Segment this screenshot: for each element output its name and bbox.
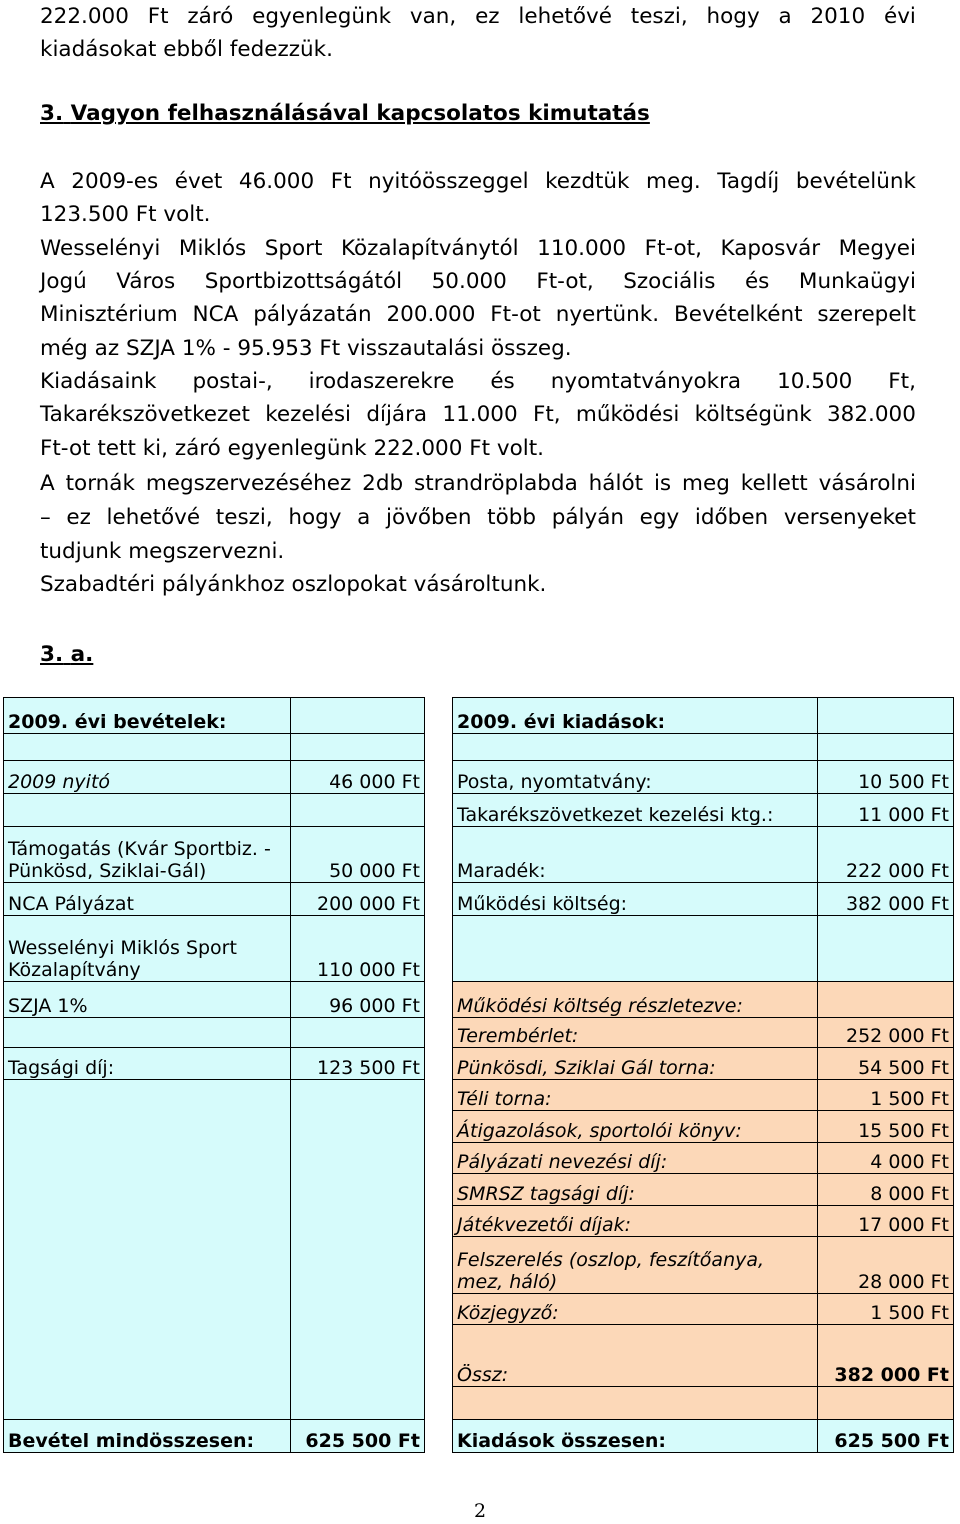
word: és <box>744 269 770 294</box>
expense-detail-amount: 4 000 Ft <box>818 1143 954 1174</box>
expenses-total-label: Kiadások összesen: <box>453 1420 818 1453</box>
word: vásárolni <box>818 471 916 496</box>
table-row <box>453 1325 954 1387</box>
word: hogy <box>288 505 342 530</box>
word: a <box>778 4 792 29</box>
expense-amount: 222 000 Ft <box>818 827 954 883</box>
expense-detail-amount: 17 000 Ft <box>818 1206 954 1237</box>
word: strandröplabda <box>414 471 578 496</box>
word: – <box>40 505 51 530</box>
table-row <box>453 761 954 794</box>
expense-detail-amount: 1 500 Ft <box>818 1294 954 1325</box>
expense-detail-amount: 15 500 Ft <box>818 1111 954 1143</box>
word: Sport <box>264 236 323 261</box>
subsection-heading <box>40 638 93 671</box>
word: Sportbizottságától <box>204 269 403 294</box>
word: 2db <box>362 471 404 496</box>
expense-detail-label: Téli torna: <box>453 1080 818 1111</box>
word: évi <box>883 4 916 29</box>
word: Ft-ot, <box>644 236 702 261</box>
table-row <box>4 761 425 794</box>
word: teszi, <box>215 505 273 530</box>
word: A <box>40 471 55 496</box>
word: Jogú <box>40 269 87 294</box>
income-amount: 200 000 Ft <box>291 883 425 916</box>
expense-detail-amount: 54 500 Ft <box>818 1048 954 1080</box>
expense-detail-label: Átigazolások, sportolói könyv: <box>453 1111 818 1143</box>
word: megszervezéséhez <box>145 471 352 496</box>
word: több <box>487 505 537 530</box>
word: záró <box>187 4 234 29</box>
word: postai-, <box>192 369 273 394</box>
body-line <box>40 467 916 500</box>
expense-detail-label: SMRSZ tagsági díj: <box>453 1174 818 1206</box>
body-line <box>40 265 916 298</box>
word: 382.000 <box>826 402 916 427</box>
income-label: Wesselényi Miklós Sport Közalapítvány <box>4 916 291 982</box>
word: Wesselényi <box>40 236 161 261</box>
word: ez <box>66 505 91 530</box>
expense-detail-amount: 1 500 Ft <box>818 1080 954 1111</box>
expense-detail-amount: 252 000 Ft <box>818 1018 954 1048</box>
income-label: 2009 nyitó <box>4 761 291 794</box>
word: Szociális <box>623 269 716 294</box>
table-row <box>453 1018 954 1048</box>
word: kellett <box>740 471 808 496</box>
word: Ft <box>147 4 169 29</box>
income-header: 2009. évi bevételek: <box>4 698 291 734</box>
word: Munkaügyi <box>798 269 916 294</box>
body-line: tudjunk megszervezni. <box>40 539 285 564</box>
word: egy <box>639 505 680 530</box>
table-row <box>4 982 425 1018</box>
word: meg. <box>646 169 701 194</box>
income-total-label: Bevétel mindösszesen: <box>4 1420 291 1453</box>
word: Ft, <box>532 402 561 427</box>
table-row <box>453 1080 954 1111</box>
intro-line-2: kiadásokat ebből fedezzük. <box>40 37 333 62</box>
income-label: Tagsági díj: <box>4 1048 291 1080</box>
body-line: még az SZJA 1% - 95.953 Ft visszautalási összeg. <box>40 336 572 361</box>
table-row <box>453 1143 954 1174</box>
word: Kaposvár <box>720 236 821 261</box>
expense-amount: 382 000 Ft <box>818 883 954 916</box>
table-row <box>4 734 425 761</box>
word: 2009-es <box>71 169 159 194</box>
body-line <box>40 501 916 534</box>
table-row <box>453 1206 954 1237</box>
word: Ft <box>330 169 352 194</box>
word: Megyei <box>838 236 916 261</box>
table-row <box>453 698 954 734</box>
table-row <box>4 916 425 982</box>
word: Kiadásaink <box>40 369 157 394</box>
word: díjára <box>366 402 428 427</box>
word: is <box>653 471 672 496</box>
expense-detail-amount: 8 000 Ft <box>818 1174 954 1206</box>
word: költségünk <box>694 402 812 427</box>
body-line: Ft-ot tett ki, záró egyenlegünk 222.000 Ft volt. <box>40 436 544 461</box>
word: pályán <box>551 505 625 530</box>
section-heading <box>40 97 650 130</box>
word: működési <box>575 402 680 427</box>
expense-label: Takarékszövetkezet kezelési ktg.: <box>453 794 818 827</box>
word: nyomtatványokra <box>550 369 742 394</box>
word: teszi, <box>630 4 688 29</box>
word: 50.000 <box>431 269 507 294</box>
expense-amount: 11 000 Ft <box>818 794 954 827</box>
expense-sum-amount: 382 000 Ft <box>818 1325 954 1387</box>
section-heading-number: 3. <box>40 101 64 126</box>
word: 11.000 <box>442 402 518 427</box>
body-line: Szabadtéri pályánkhoz oszlopokat vásároltunk. <box>40 572 547 597</box>
table-row <box>453 1111 954 1143</box>
table-row <box>453 1420 954 1453</box>
table-row <box>453 1294 954 1325</box>
expense-detail-label: Terembérlet: <box>453 1018 818 1048</box>
word: szerepelt <box>817 302 916 327</box>
table-row <box>4 1420 425 1453</box>
expense-detail-label: Közjegyző: <box>453 1294 818 1325</box>
word: és <box>490 369 515 394</box>
table-row <box>453 1237 954 1294</box>
expense-detail-header: Működési költség részletezve: <box>453 982 818 1018</box>
income-amount: 123 500 Ft <box>291 1048 425 1080</box>
income-label: Támogatás (Kvár Sportbiz. - Pünkösd, Sziklai-Gál) <box>4 827 291 883</box>
table-row <box>453 1048 954 1080</box>
word: Város <box>116 269 176 294</box>
word: Takarékszövetkezet <box>40 402 250 427</box>
word: 222.000 <box>40 4 129 29</box>
word: időben <box>694 505 769 530</box>
table-row <box>453 1387 954 1420</box>
income-label: NCA Pályázat <box>4 883 291 916</box>
word: a <box>357 505 371 530</box>
word: Bevételként <box>673 302 803 327</box>
word: Ft-ot, <box>536 269 594 294</box>
table-row <box>4 1018 425 1048</box>
table-row <box>4 1080 425 1420</box>
table-row <box>453 883 954 916</box>
expenses-total-amount: 625 500 Ft <box>818 1420 954 1453</box>
word: hálót <box>588 471 644 496</box>
expense-detail-amount: 28 000 Ft <box>818 1237 954 1294</box>
expense-label: Maradék: <box>453 827 818 883</box>
expense-detail-label: Pünkösdi, Sziklai Gál torna: <box>453 1048 818 1080</box>
word: 2010 <box>810 4 866 29</box>
word: nyertünk. <box>555 302 660 327</box>
expense-detail-label: Játékvezetői díjak: <box>453 1206 818 1237</box>
word: Miklós <box>178 236 247 261</box>
expense-amount: 10 500 Ft <box>818 761 954 794</box>
word: NCA <box>192 302 239 327</box>
table-row <box>4 883 425 916</box>
income-table <box>3 697 425 1453</box>
subsection-heading-title: a. <box>70 642 94 667</box>
expenses-table <box>452 697 954 1453</box>
word: hogy <box>706 4 760 29</box>
subsection-heading-number: 3. <box>40 642 64 667</box>
word: A <box>40 169 55 194</box>
word: jövőben <box>386 505 472 530</box>
expense-label: Posta, nyomtatvány: <box>453 761 818 794</box>
word: kezdtük <box>545 169 630 194</box>
word: meg <box>682 471 730 496</box>
body-line <box>40 398 916 431</box>
word: Közalapítványtól <box>340 236 519 261</box>
word: Tagdíj <box>717 169 780 194</box>
word: Ft, <box>888 369 916 394</box>
word: egyenlegünk <box>252 4 392 29</box>
body-line: 123.500 Ft volt. <box>40 202 211 227</box>
table-row <box>4 698 425 734</box>
word: Ft-ot <box>490 302 541 327</box>
body-line <box>40 165 916 198</box>
word: 10.500 <box>777 369 853 394</box>
body-line <box>40 365 916 398</box>
word: van, <box>409 4 457 29</box>
word: 110.000 <box>537 236 627 261</box>
word: lehetővé <box>518 4 612 29</box>
income-total-amount: 625 500 Ft <box>291 1420 425 1453</box>
word: Minisztérium <box>40 302 178 327</box>
expenses-header: 2009. évi kiadások: <box>453 698 818 734</box>
table-row <box>453 916 954 982</box>
table-row <box>453 827 954 883</box>
table-row <box>4 1048 425 1080</box>
income-label: SZJA 1% <box>4 982 291 1018</box>
table-row <box>453 794 954 827</box>
word: pályázatán <box>253 302 372 327</box>
word: versenyeket <box>783 505 916 530</box>
word: ez <box>475 4 500 29</box>
income-amount: 110 000 Ft <box>291 916 425 982</box>
income-amount: 96 000 Ft <box>291 982 425 1018</box>
body-line <box>40 298 916 331</box>
expense-label: Működési költség: <box>453 883 818 916</box>
table-row <box>453 734 954 761</box>
table-row <box>4 827 425 883</box>
page-number: 2 <box>473 1500 487 1522</box>
word: irodaszerekre <box>308 369 455 394</box>
word: 46.000 <box>238 169 315 194</box>
expense-detail-label: Felszerelés (oszlop, feszítőanya, mez, háló) <box>453 1237 818 1294</box>
section-heading-title: Vagyon felhasználásával kapcsolatos kimutatás <box>70 101 650 126</box>
expense-detail-label: Pályázati nevezési díj: <box>453 1143 818 1174</box>
income-amount: 50 000 Ft <box>291 827 425 883</box>
table-row <box>4 794 425 827</box>
word: bevételünk <box>795 169 916 194</box>
word: tornák <box>65 471 135 496</box>
expense-sum-label: Össz: <box>453 1325 818 1387</box>
word: lehetővé <box>106 505 201 530</box>
table-row <box>453 1174 954 1206</box>
word: évet <box>174 169 223 194</box>
body-line <box>40 232 916 265</box>
table-row <box>453 982 954 1018</box>
income-amount: 46 000 Ft <box>291 761 425 794</box>
intro-line-1 <box>40 0 916 33</box>
word: nyitóösszeggel <box>368 169 529 194</box>
word: kezelési <box>265 402 352 427</box>
word: 200.000 <box>386 302 476 327</box>
